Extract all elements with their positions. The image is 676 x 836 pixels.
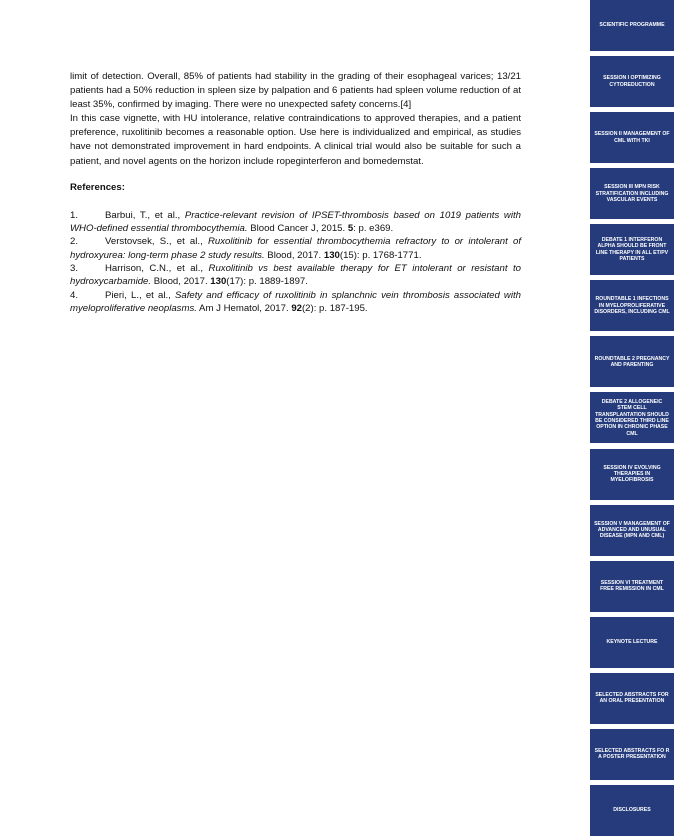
reference-journal: Blood, 2017.	[151, 276, 211, 288]
reference-pages: (17): p. 1889-1897.	[226, 276, 308, 288]
body-paragraph: In this case vignette, with HU intolerance, relative contraindications to approved therapies, and a patient preference, ruxolitinib becomes a reasonable option. Use here is individualized and empirical, as studies have not demonstrated improvement in hard endpoints. A clinical trial would also be suitable for such a patient, and novel agents on the horizon include ropeginterferon and bomedemstat.	[70, 113, 521, 167]
document-body	[70, 70, 521, 315]
nav-keynote-lecture[interactable]: KEYNOTE LECTURE	[590, 617, 674, 668]
nav-session-2[interactable]: SESSION II MANAGEMENT OF CML WITH TKI	[590, 112, 674, 163]
reference-title: Practice-relevant revision of IPSET-thrombosis based on 1019 patients with WHO-defined essential thrombocythemia.	[70, 209, 521, 235]
nav-session-6[interactable]: SESSION VI TREATMENT FREE REMISSION IN CML	[590, 561, 674, 612]
nav-session-1[interactable]: SESSION I OPTIMIZING CYTOREDUCTION	[590, 56, 674, 107]
reference-journal: Blood Cancer J, 2015.	[247, 223, 348, 235]
nav-debate-1[interactable]: DEBATE 1 INTERFERON ALPHA SHOULD BE FRONT LINE THERAPY IN ALL ET/PV PATIENTS	[590, 224, 674, 275]
nav-session-3[interactable]: SESSION III MPN RISK STRATIFICATION INCLUDING VASCULAR EVENTS	[590, 168, 674, 219]
nav-debate-2[interactable]: DEBATE 2 ALLOGENEIC STEM CELL TRANSPLANTATION SHOULD BE CONSIDERED THIRD LINE OPTION IN CHRONIC PHASE CML	[590, 392, 674, 443]
reference-pages: : p. e369.	[353, 223, 394, 235]
nav-scientific-programme[interactable]: SCIENTIFIC PROGRAMME	[590, 0, 674, 51]
reference-journal: Blood, 2017.	[264, 249, 324, 261]
nav-oral-abstracts[interactable]: SELECTED ABSTRACTS FOR AN ORAL PRESENTATION	[590, 673, 674, 724]
reference-item	[70, 235, 521, 262]
reference-number: 3.	[70, 262, 79, 274]
nav-session-4[interactable]: SESSION IV EVOLVING THERAPIES IN MYELOFIBROSIS	[590, 449, 674, 500]
reference-authors: Pieri, L., et al.,	[105, 289, 175, 301]
section-nav-sidebar	[590, 0, 674, 836]
nav-session-5[interactable]: SESSION V MANAGEMENT OF ADVANCED AND UNUSUAL DISEASE (MPN AND CML)	[590, 505, 674, 556]
nav-roundtable-2[interactable]: ROUNDTABLE 2 PREGNANCY AND PARENTING	[590, 336, 674, 387]
reference-number: 1.	[70, 209, 79, 221]
reference-item	[70, 289, 521, 316]
nav-disclosures[interactable]: DISCLOSURES	[590, 785, 674, 836]
reference-title: Ruxolitinib for essential thrombocythemia refractory to or intolerant of hydroxyurea: long-term phase 2 study results.	[70, 236, 521, 261]
reference-authors: Verstovsek, S., et al.,	[105, 236, 208, 248]
reference-title: Ruxolitinib vs best available therapy for ET intolerant or resistant to hydroxycarbamide.	[70, 262, 521, 288]
reference-number: 4.	[70, 289, 79, 301]
reference-pages: (2): p. 187-195.	[301, 302, 368, 314]
body-paragraph: limit of detection. Overall, 85% of patients had stability in the grading of their esophageal varices; 13/21 patients had a 50% reduction in spleen size by palpation and 6 patients had spleen volume reduction of at least 35%, confirmed by imaging. There were no unexpected safety concerns.[4]	[70, 71, 521, 111]
reference-volume: 130	[323, 249, 340, 261]
references-heading: References:	[70, 181, 125, 193]
reference-journal: Am J Hematol, 2017.	[196, 302, 292, 314]
reference-authors: Harrison, C.N., et al.,	[105, 262, 209, 274]
reference-title: Safety and efficacy of ruxolitinib in splanchnic vein thrombosis associated with myeloproliferative neoplasms.	[70, 289, 521, 314]
reference-item	[70, 262, 521, 289]
references-list	[70, 209, 521, 315]
reference-pages: (15): p. 1768-1771.	[339, 249, 422, 261]
reference-number: 2.	[70, 236, 79, 248]
reference-volume: 5	[347, 223, 354, 235]
reference-item	[70, 209, 521, 236]
nav-poster-abstracts[interactable]: SELECTED ABSTRACTS FO R A POSTER PRESENTATION	[590, 729, 674, 780]
reference-volume: 130	[210, 276, 227, 288]
reference-volume: 92	[291, 302, 302, 314]
reference-authors: Barbui, T., et al.,	[105, 209, 185, 221]
nav-roundtable-1[interactable]: ROUNDTABLE 1 INFECTIONS IN MYELOPROLIFERATIVE DISORDERS, INCLUDING CML	[590, 280, 674, 331]
